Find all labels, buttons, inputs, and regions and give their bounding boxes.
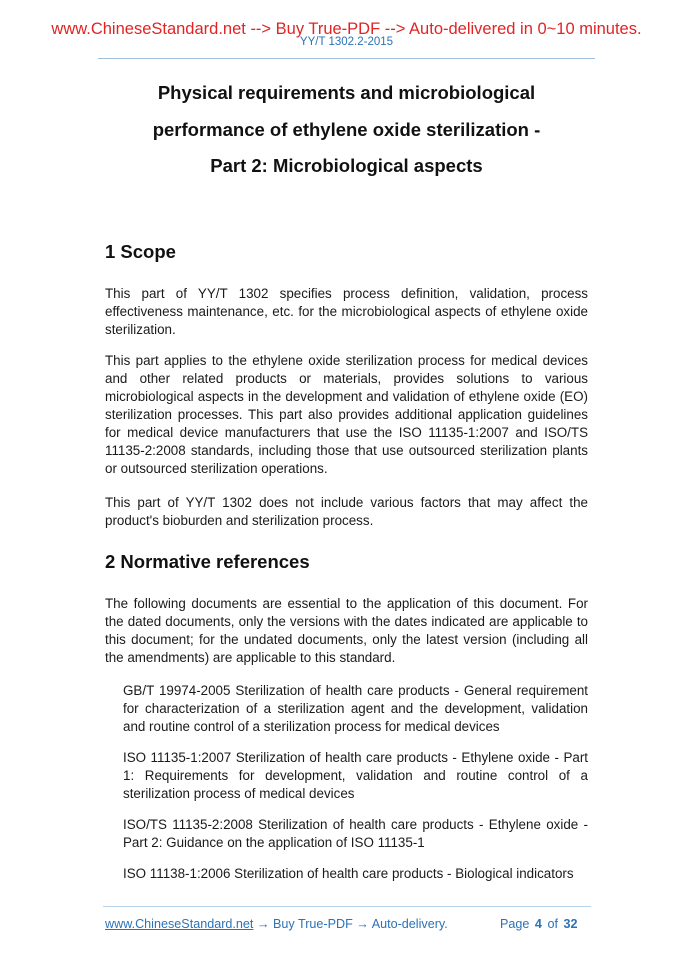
scope-paragraph-2: This part applies to the ethylene oxide sterilization process for medical devices and other related products or materials, provides solutions to various microbiological aspects in the development and validation of ethylene oxide (EO) sterilization processes. This part also provides additional application guidelines for medical device manufacturers that use the ISO 11135-1:2007 and ISO/TS 11135-2:2008 standards, including those that use outsourced sterilization plants or outsourced sterilization operations. (105, 353, 588, 476)
document-title-line-3: Part 2: Microbiological aspects (210, 155, 483, 176)
promo-banner[interactable]: www.ChineseStandard.net --> Buy True-PDF --> Auto-delivered in 0~10 minutes. (51, 20, 642, 38)
page-current: 4 (534, 917, 542, 931)
page-indicator (500, 916, 577, 932)
page-label: Page (500, 917, 530, 931)
standard-number: YY/T 1302.2-2015 (299, 36, 394, 48)
document-title-line-1: Physical requirements and microbiological (157, 82, 536, 103)
page-of-label: of (547, 917, 558, 931)
reference-item: GB/T 19974-2005 Sterilization of health care products - General requirement for characterization of a sterilization agent and the development, validation and routine control of a sterilization process for medical devices (123, 683, 588, 734)
reference-item: ISO/TS 11135-2:2008 Sterilization of health care products - Ethylene oxide - Part 2: Guidance on the application of ISO 11135-1 (123, 817, 588, 850)
footer-divider (103, 906, 591, 907)
scope-paragraph-3: This part of YY/T 1302 does not include various factors that may affect the product's bioburden and sterilization process. (105, 495, 588, 528)
footer-promo (105, 916, 448, 932)
header-divider (98, 58, 595, 59)
normative-references-intro: The following documents are essential to the application of this document. For the dated documents, only the versions with the dates indicated are applicable to this document; for the undated documents, only the latest version (including all the amendments) are applicable to this standard. (105, 596, 588, 665)
section-heading-normative-references: 2 Normative references (105, 551, 310, 572)
footer-site-link[interactable]: www.ChineseStandard.net (105, 917, 254, 931)
page-total: 32 (563, 917, 578, 931)
section-heading-scope: 1 Scope (105, 241, 176, 262)
footer-tagline: → Buy True-PDF → Auto-delivery. (253, 917, 448, 931)
reference-item: ISO 11135-1:2007 Sterilization of health care products - Ethylene oxide - Part 1: Requirements for development, validation and routine control of a sterilization process of medical devices (123, 750, 588, 801)
reference-item: ISO 11138-1:2006 Sterilization of health care products - Biological indicators (123, 866, 574, 881)
document-title-line-2: performance of ethylene oxide sterilization - (152, 119, 541, 140)
scope-paragraph-1: This part of YY/T 1302 specifies process definition, validation, process effectiveness maintenance, etc. for the microbiological aspects of ethylene oxide sterilization. (105, 286, 588, 337)
